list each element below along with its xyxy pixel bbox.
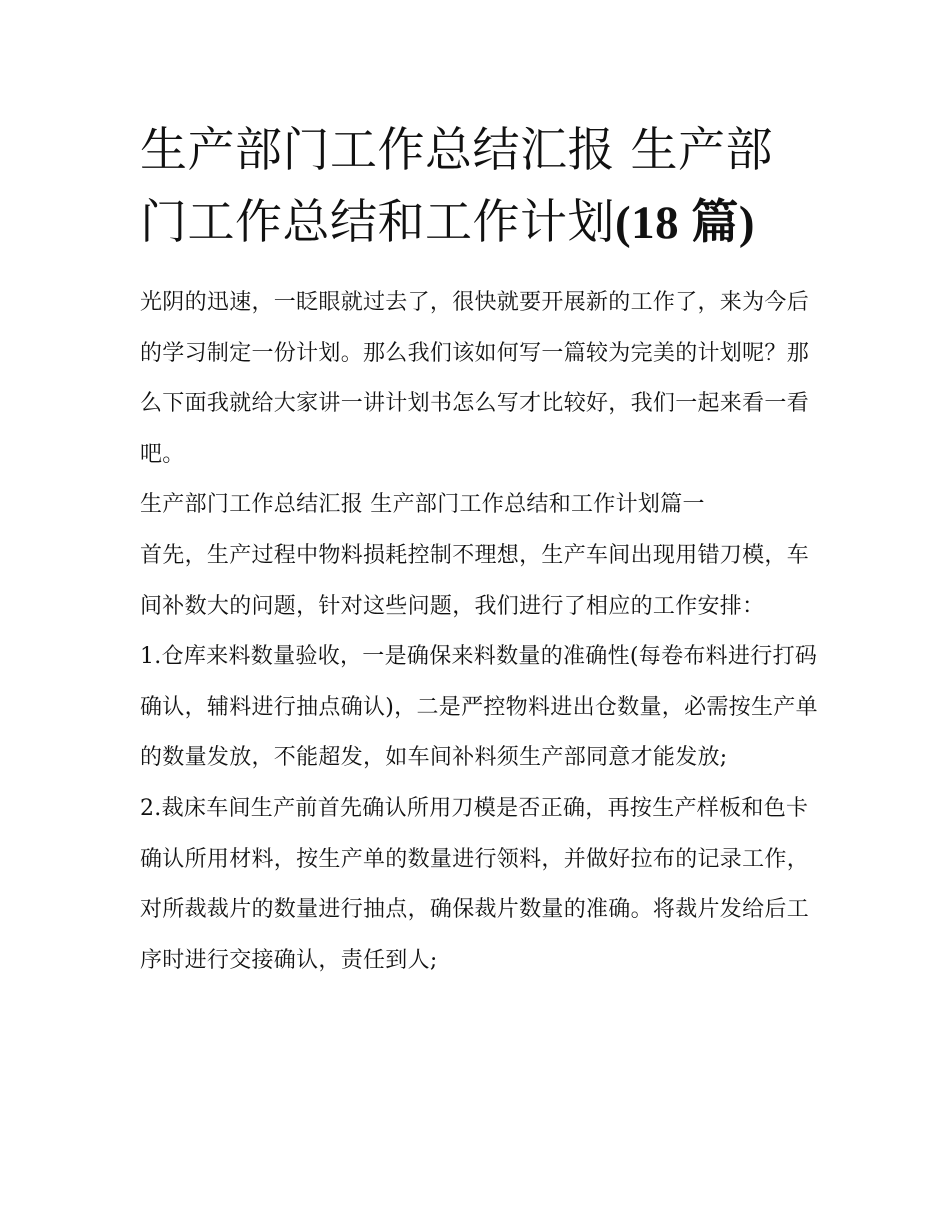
paragraph-intro: 光阴的迅速，一眨眼就过去了，很快就要开展新的工作了，来为今后的学习制定一份计划。那么我们该如何写一篇较为完美的计划呢？那么下面我就给大家讲一讲计划书怎么写才比较好，我们一起来看一看吧。	[140, 290, 810, 467]
document-title-main: 生产部门工作总结汇报 生产部门工作总结和工作计划	[140, 123, 773, 250]
paragraph-section-heading: 生产部门工作总结汇报 生产部门工作总结和工作计划篇一	[140, 492, 705, 518]
paragraph-item-1: 1.仓库来料数量验收，一是确保来料数量的准确性(每卷布料进行打码确认，辅料进行抽点确认)，二是严控物料进出仓数量，必需按生产单的数量发放，不能超发，如车间补料须生产部同意才能发放;	[140, 644, 818, 771]
document-title	[140, 115, 820, 259]
paragraph-item-2: 2.裁床车间生产前首先确认所用刀模是否正确，再按生产样板和色卡确认所用材料，按生产单的数量进行领料，并做好拉布的记录工作，对所裁裁片的数量进行抽点，确保裁片数量的准确。将裁片发给后工序时进行交接确认，责任到人;	[140, 795, 810, 973]
document-body	[140, 278, 820, 986]
paragraph-problems: 首先，生产过程中物料损耗控制不理想，生产车间出现用错刀模，车间补数大的问题，针对这些问题，我们进行了相应的工作安排：	[140, 542, 810, 619]
document-title-suffix: (18 篇)	[615, 197, 756, 249]
